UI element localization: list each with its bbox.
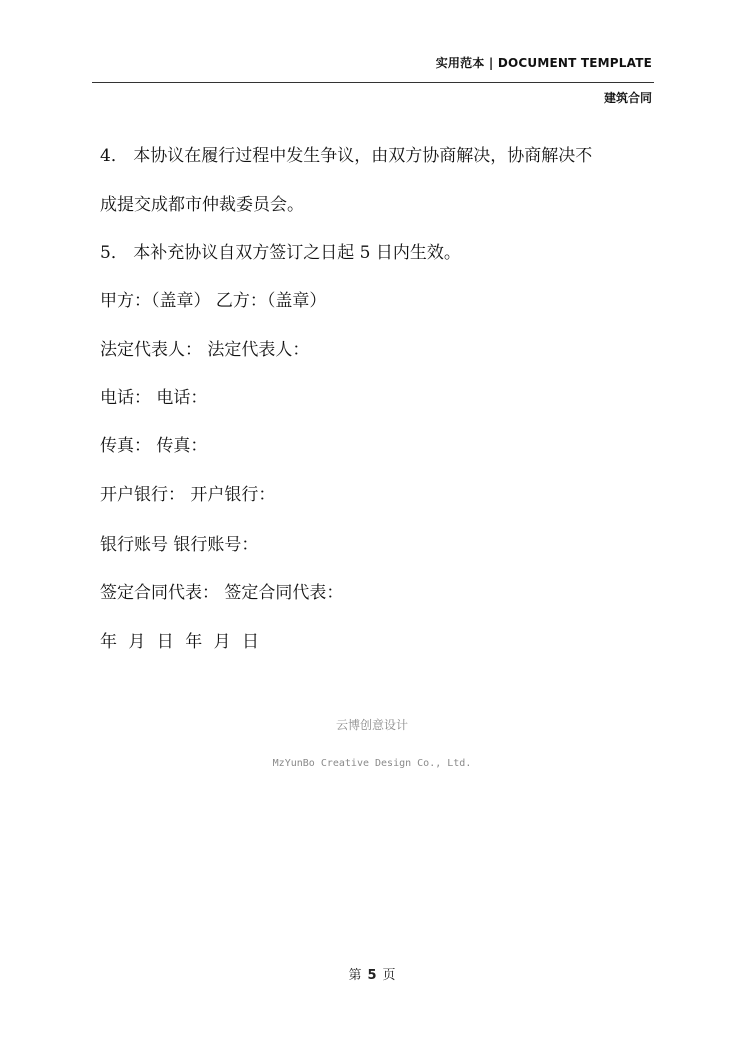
clause-4-line-1: 4． 本协议在履行过程中发生争议，由双方协商解决，协商解决不 xyxy=(100,146,593,166)
bank-line: 开户银行： 开户银行： xyxy=(100,485,276,505)
clause-5: 5． 本补充协议自双方签订之日起 5 日内生效。 xyxy=(100,243,461,263)
page-prefix: 第 xyxy=(348,968,362,983)
fax-line: 传真： 传真： xyxy=(100,436,208,456)
page-number-value: 5 xyxy=(367,968,377,983)
footer-company-en: MzYunBo Creative Design Co., Ltd. xyxy=(272,758,472,769)
header-subtitle: 建筑合同 xyxy=(603,91,652,105)
legal-rep-line: 法定代表人： 法定代表人： xyxy=(100,340,310,360)
party-seal-line: 甲方：（盖章） 乙方：（盖章） xyxy=(100,291,327,311)
header-title: 实用范本 | DOCUMENT TEMPLATE xyxy=(435,56,652,70)
contract-signer-line: 签定合同代表： 签定合同代表： xyxy=(100,583,344,603)
phone-line: 电话： 电话： xyxy=(100,388,208,408)
page-number xyxy=(0,964,744,983)
clause-4-line-2: 成提交成都市仲裁委员会。 xyxy=(100,195,304,215)
date-line: 年 月 日 年 月 日 xyxy=(100,632,260,652)
bank-account-line: 银行账号 银行账号： xyxy=(100,535,259,555)
footer-company-cn: 云博创意设计 xyxy=(335,718,408,732)
header-rule xyxy=(92,82,654,83)
page-suffix: 页 xyxy=(382,968,396,983)
